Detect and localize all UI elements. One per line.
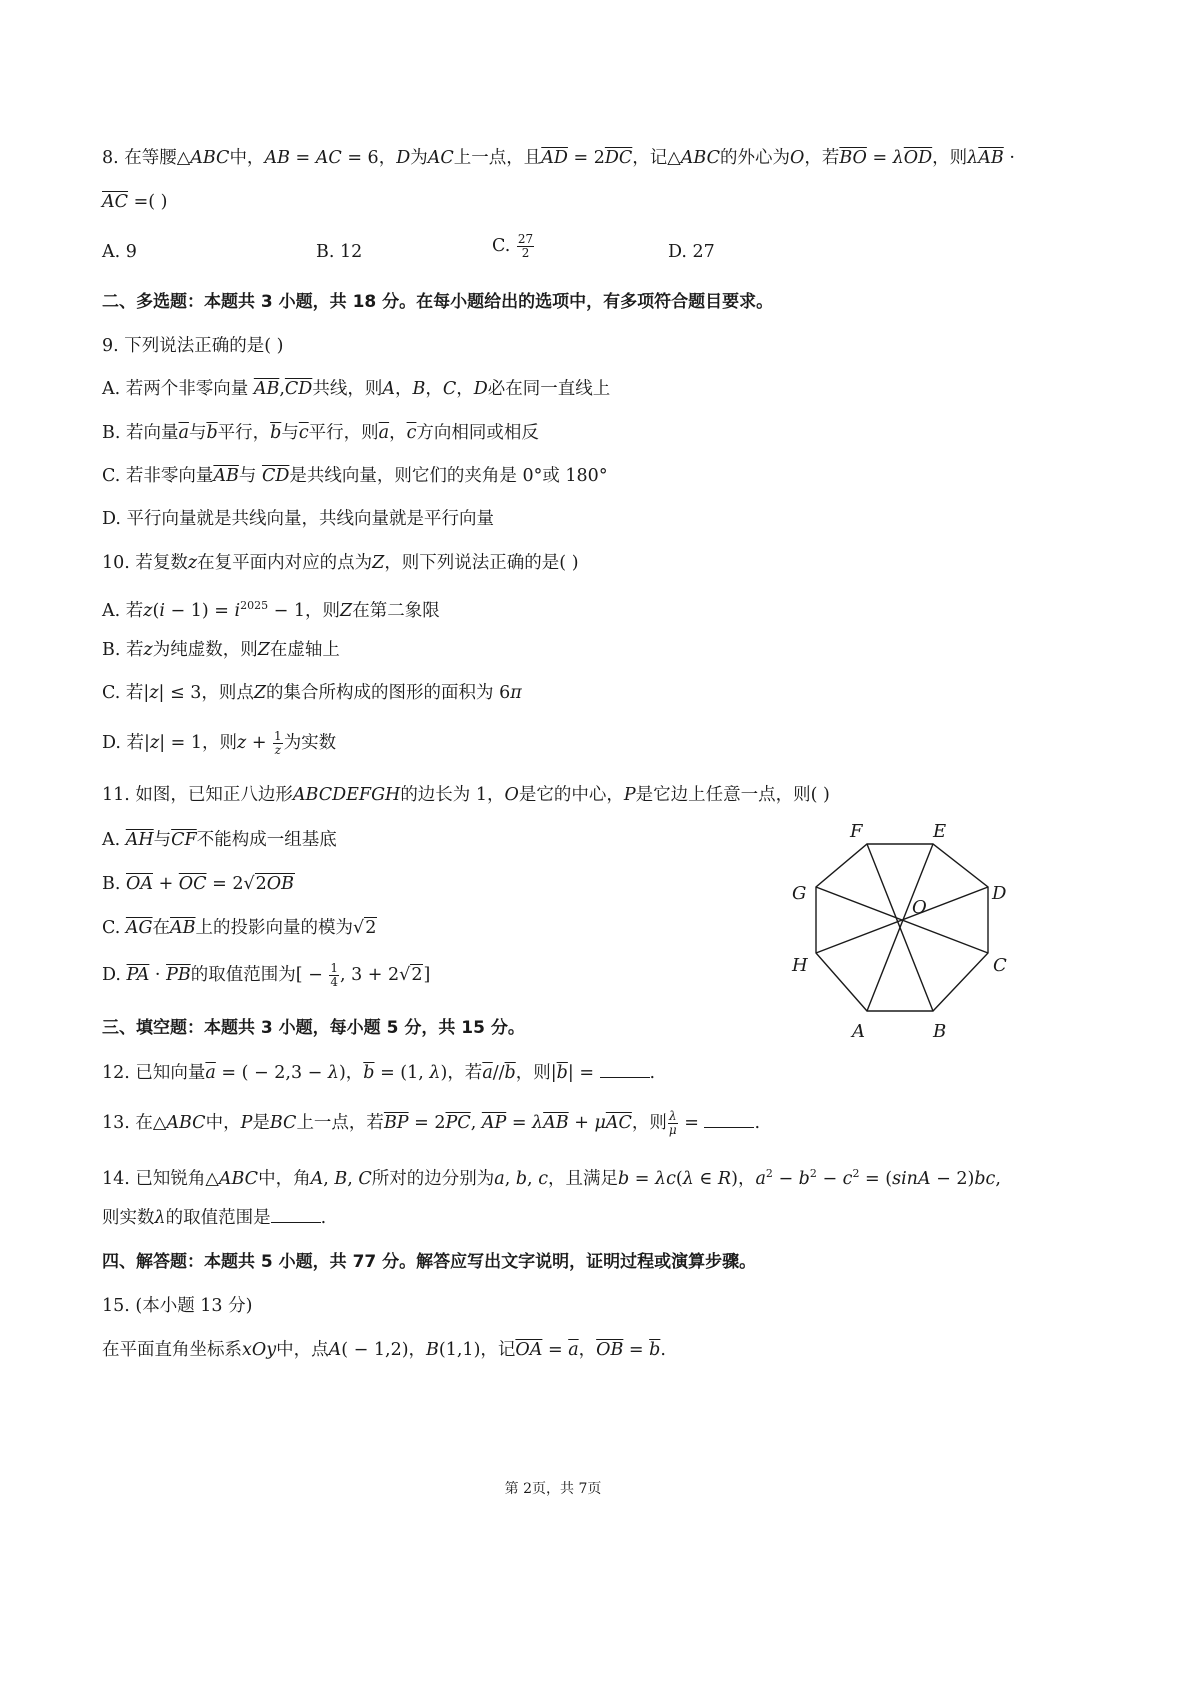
- q11-option-b: B. $\overline{OA} + \overline{OC} = 2√2\overline{OB}$: [102, 874, 294, 894]
- q10-option-b: B. 若z为纯虚数，则Z在虚轴上: [102, 640, 340, 660]
- q11-option-a: A. $\overline{AH}$与$\overline{CF}$不能构成一组基底: [102, 830, 337, 850]
- q8-line1: 8. 在等腰△ABC中，AB = AC = 6，D为AC上一点，且$\overline{AD} = 2\overline{DC}$，记△ABC的外心为O，若$\overline{BO} = \lambda\overline{OD}$，则$\lambda\overline{AB}$ ·: [102, 148, 1015, 168]
- q14-line2: 则实数λ的取值范围是 .: [102, 1208, 327, 1228]
- q8-option-c: C. $\frac{27}{2}$: [492, 232, 534, 260]
- label-h: H: [792, 955, 808, 976]
- octagon-figure: [780, 815, 1030, 1045]
- label-o: O: [912, 897, 927, 918]
- q11-option-d: D. $\overline{PA} \cdot \overline{PB}$的取值范围为[ − $\frac{1}{4}$ , 3 + 2√2]: [102, 961, 431, 989]
- q8-line2: $\overline{AC}$ =( ): [102, 192, 168, 212]
- q15-line: 在平面直角坐标系xOy中，点A( − 1,2)，B(1,1)，记$\overline{OA} = \overline{a}$，$\overline{OB} = \overline{b}$.: [102, 1340, 666, 1360]
- label-d: D: [992, 883, 1007, 904]
- q13-line: 13. 在△ABC中，P是BC上一点，若$\overline{BP} = 2\overline{PC}$, $\overline{AP} = \lambda\overline{AB} + \mu\overline{AC}$，则 $\frac{\lambda}{\mu}$ = .: [102, 1109, 761, 1137]
- label-b: B: [933, 1021, 947, 1042]
- label-f: F: [850, 821, 863, 842]
- q11-stem: 11. 如图，已知正八边形ABCDEFGH的边长为 1，O是它的中心，P是它边上任意一点，则( ): [102, 785, 830, 805]
- q8-option-d: D. 27: [668, 242, 715, 262]
- label-a: A: [852, 1021, 865, 1042]
- q10-option-a: A. 若$z(i - 1) = i^{2025} - 1$，则Z在第二象限: [102, 599, 440, 621]
- label-e: E: [933, 821, 947, 842]
- q14-line1: 14. 已知锐角△ABC中，角A, B, C所对的边分别为a, b, c，且满足b = λc(λ ∈ R)，$a^2 - b^2 - c^2 = (\sin A - 2)bc$,: [102, 1167, 1001, 1189]
- page-footer: 第 2页，共 7页: [504, 1481, 602, 1497]
- q9-option-c: C. 若非零向量$\overline{AB}$与 $\overline{CD}$是共线向量，则它们的夹角是 0°或 180°: [102, 466, 608, 486]
- q11-option-c: C. $\overline{AG}$在$\overline{AB}$上的投影向量的模为√2: [102, 918, 377, 938]
- label-c: C: [993, 955, 1007, 976]
- q12-line: 12. 已知向量$\overline{a}$ = ( − 2,3 − λ)，$\overline{b} = (1$, λ)，若$\overline{a}//\overline{b}$，则$|\overline{b}|$ = .: [102, 1063, 656, 1083]
- q8-option-a: A. 9: [102, 242, 137, 262]
- label-g: G: [792, 883, 807, 904]
- q10-option-d: D. 若|z| = 1，则z + $\frac{1}{z}$ 为实数: [102, 729, 337, 757]
- q8-option-b: B. 12: [316, 242, 363, 262]
- q9-stem: 9. 下列说法正确的是( ): [102, 336, 284, 356]
- section3-heading: 三、填空题：本题共 3 小题，每小题 5 分，共 15 分。: [102, 1018, 525, 1038]
- section2-heading: 二、多选题：本题共 3 小题，共 18 分。在每小题给出的选项中，有多项符合题目要求。: [102, 292, 774, 312]
- q15-head: 15. (本小题 13 分): [102, 1296, 253, 1316]
- octagon-outline: [816, 844, 988, 1011]
- q9-option-d: D. 平行向量就是共线向量，共线向量就是平行向量: [102, 509, 495, 529]
- section4-heading: 四、解答题：本题共 5 小题，共 77 分。解答应写出文字说明，证明过程或演算步骤。: [102, 1252, 757, 1272]
- q10-option-c: C. 若|z| ≤ 3，则点Z的集合所构成的图形的面积为 6π: [102, 683, 522, 703]
- q9-option-b: B. 若向量$\overline{a}$与$\overline{b}$平行，$\overline{b}$与$\overline{c}$平行，则$\overline{a}$，$\overline{c}$方向相同或相反: [102, 423, 539, 443]
- q10-stem: 10. 若复数z在复平面内对应的点为Z，则下列说法正确的是( ): [102, 553, 579, 573]
- q9-option-a: A. 若两个非零向量 $\overline{AB},\overline{CD}$共线，则A，B，C，D必在同一直线上: [102, 379, 611, 399]
